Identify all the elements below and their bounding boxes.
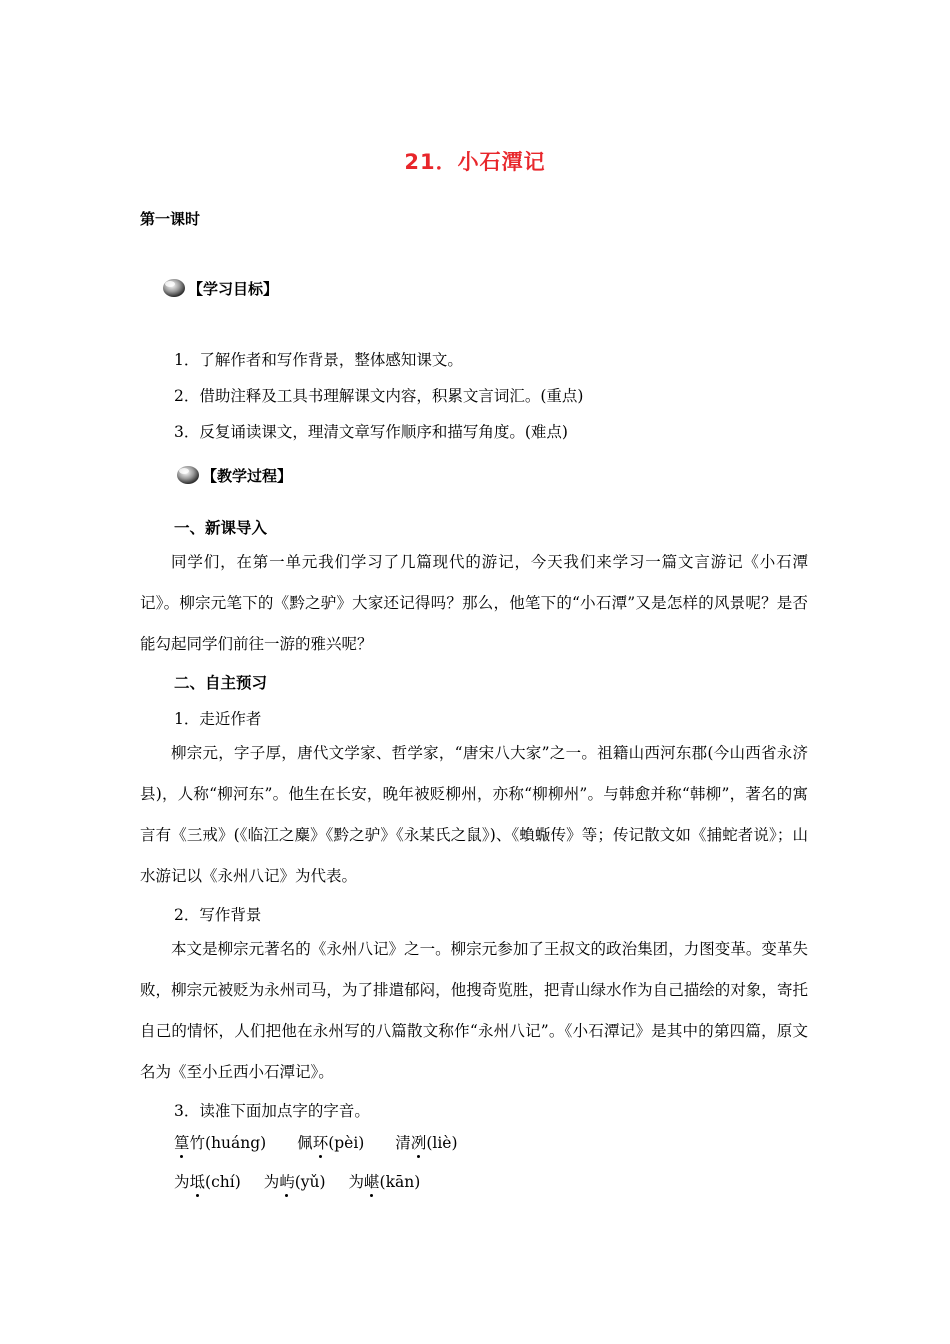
dotted-character: 嵁 — [364, 1173, 380, 1191]
part-title: 一、新课导入 — [174, 519, 268, 537]
pronunciation-item: 佩环(pèi) — [297, 1134, 365, 1152]
dotted-character: 屿 — [279, 1173, 295, 1191]
section-heading-goals — [160, 276, 278, 299]
bullet-sphere-icon — [160, 276, 186, 298]
page-title: 21．小石潭记 — [404, 150, 546, 174]
bullet-sphere-icon — [174, 463, 200, 485]
part-title: 二、自主预习 — [174, 674, 268, 692]
pronunciation-item: 清冽(liè) — [395, 1134, 458, 1152]
goal-item: 1．了解作者和写作背景，整体感知课文。 — [174, 351, 463, 369]
pronunciation-item: 为坻(chí) — [174, 1173, 241, 1191]
dotted-character: 冽 — [410, 1134, 427, 1152]
pronunciation-row — [174, 1131, 484, 1153]
section-heading-label: 【教学过程】 — [202, 467, 293, 485]
pronunciation-item: 篁竹(huáng) — [174, 1134, 267, 1152]
preview-item-title: 2．写作背景 — [174, 906, 262, 924]
pronunciation-item: 为屿(yǔ) — [263, 1173, 326, 1191]
dotted-character: 环 — [312, 1134, 329, 1152]
preview-item-title: 1．走近作者 — [174, 710, 262, 728]
background-paragraph: 本文是柳宗元著名的《永州八记》之一。柳宗元参加了王叔文的政治集团，力图变革。变革失败，柳宗元被贬为永州司马，为了排遣郁闷，他搜奇览胜，把青山绿水作为自己描绘的对象，寄托自己的情怀，人们把他在永州写的八篇散文称作“永州八记”。《小石潭记》是其中的第四篇，原文名为《至小丘西小石潭记》。 — [140, 940, 808, 1081]
section-heading-label: 【学习目标】 — [188, 280, 279, 298]
dotted-character: 坻 — [189, 1173, 206, 1191]
pronunciation-row — [174, 1170, 446, 1192]
section-heading-process — [174, 463, 292, 486]
lesson-label: 第一课时 — [140, 210, 201, 228]
author-paragraph: 柳宗元，字子厚，唐代文学家、哲学家，“唐宋八大家”之一。祖籍山西河东郡(今山西省永济县)，人称“柳河东”。他生在长安，晚年被贬柳州，亦称“柳柳州”。与韩愈并称“韩柳”，著名的寓言有《三戒》(《临江之麋》《黔之驴》《永某氏之鼠》)、《蝜蝂传》等；传记散文如《捕蛇者说》；山水游记以《永州八记》为代表。 — [140, 744, 808, 885]
goal-item: 2．借助注释及工具书理解课文内容，积累文言词汇。(重点) — [174, 387, 584, 405]
dotted-character: 篁 — [174, 1134, 190, 1152]
intro-paragraph: 同学们，在第一单元我们学习了几篇现代的游记，今天我们来学习一篇文言游记《小石潭记》。柳宗元笔下的《黔之驴》大家还记得吗？那么，他笔下的“小石潭”又是怎样的风景呢？是否能勾起同学们前往一游的雅兴呢？ — [140, 553, 808, 653]
pronunciation-item: 为嵁(kān) — [348, 1173, 421, 1191]
goal-item: 3．反复诵读课文，理清文章写作顺序和描写角度。(难点) — [174, 423, 568, 441]
preview-item-title: 3．读准下面加点字的字音。 — [174, 1102, 370, 1120]
